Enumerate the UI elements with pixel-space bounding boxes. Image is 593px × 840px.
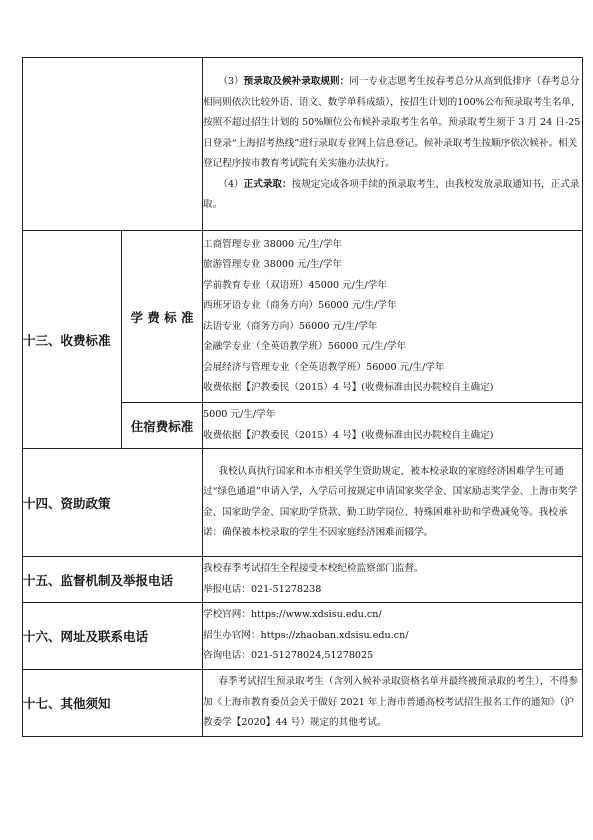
tuition-label: 学 费 标 准 <box>122 231 203 403</box>
dorm-fee-amount: 5000 元/生/学年 <box>203 409 276 420</box>
admission-rules-content <box>203 58 583 231</box>
aid-policy-label: 十四、资助政策 <box>23 449 203 557</box>
dorm-fee-content <box>203 403 583 449</box>
dorm-fee-basis: 收费依据【沪教委民（2015）4 号】(收费标准由民办院校自主确定) <box>203 429 494 441</box>
admission-info-table <box>22 57 583 737</box>
tuition-item: 工商管理专业 38000 元/生/学年 <box>203 238 343 250</box>
supervision-content <box>203 557 583 603</box>
other-notes-row <box>23 670 583 737</box>
other-notes-text: 春季考试招生预录取考生（含列入候补录取资格名单并最终被预录取的考生），不得参加《上海市教育委员会关于做好 2021 年上海市普通高校考试招生报名工作的通知》（沪教委学【2020】44 号）规定的其他考试。 <box>203 676 579 729</box>
aid-policy-content <box>203 449 583 557</box>
report-phone: 举报电话：021-51278238 <box>203 583 322 595</box>
tuition-item: 学前教育专业（双语班）45000 元/生/学年 <box>203 279 387 291</box>
admission-rules-row <box>23 58 583 231</box>
tuition-row <box>23 231 583 403</box>
dorm-fee-label: 住宿费标准 <box>122 403 203 449</box>
other-notes-label: 十七、其他须知 <box>23 670 203 737</box>
pre-admission-rule-paragraph <box>203 72 582 175</box>
rule-4-heading: 正式录取： <box>243 178 292 190</box>
tuition-content <box>203 231 583 403</box>
consult-phone: 咨询电话：021-51278024,51278025 <box>203 650 374 662</box>
rule-3-number: （3） <box>218 76 244 88</box>
tuition-item: 法语专业（商务方向）56000 元/生/学年 <box>203 320 378 332</box>
contact-content <box>203 603 583 670</box>
other-notes-content <box>203 670 583 737</box>
fees-section-label: 十三、收费标准 <box>23 231 122 449</box>
aid-policy-row <box>23 449 583 557</box>
tuition-item: 旅游管理专业 38000 元/生/学年 <box>203 259 343 270</box>
formal-admission-paragraph <box>203 175 582 216</box>
supervision-label: 十五、监督机制及举报电话 <box>23 557 203 603</box>
tuition-item: 会展经济与管理专业（全英语教学班）56000 元/生/学年 <box>203 361 445 373</box>
rule-4-text: 按规定完成各项手续的预录取考生，由我校发放录取通知书，正式录取。 <box>203 178 580 211</box>
supervision-row <box>23 557 583 603</box>
tuition-basis: 收费依据【沪教委民（2015）4 号】(收费标准由民办院校自主确定) <box>203 382 494 393</box>
tuition-item: 西班牙语专业（商务方向）56000 元/生/学年 <box>203 300 397 311</box>
admissions-website-link[interactable]: 招生办官网：https://zhaoban.xdsisu.edu.cn/ <box>203 629 409 641</box>
rule-4-number: （4） <box>218 178 244 190</box>
tuition-item: 金融学专业（全英语教学班）56000 元/生/学年 <box>203 341 407 352</box>
supervision-statement: 我校春季考试招生全程接受本校纪检监察部门监督。 <box>203 563 424 574</box>
rule-3-text: 同一专业志愿考生按春考总分从高到低排序（春考总分相同则依次比较外语、语文、数学单科成绩），按招生计划的100%公布预录取考生名单，按照不超过招生计划的 50%顺位公布候补录取考生名单。预录取考生须于 3 月 24 日-25 日登录“上海招考热线”进行录取专业网上信息登记。候补录取考生按顺序依次候补。相关登记程序按市教育考试院有关实施办法执行。 <box>203 76 581 170</box>
rule-3-heading: 预录取及候补录取规则： <box>243 76 350 88</box>
school-website-link[interactable]: 学校官网：https://www.xdsisu.edu.cn/ <box>203 609 382 621</box>
contact-label: 十六、网址及联系电话 <box>23 603 203 670</box>
aid-policy-text: 我校认真执行国家和本市相关学生资助规定，被本校录取的家庭经济困难学生可通过“绿色通道”申请入学，入学后可按规定申请国家奖学金、国家励志奖学金、上海市奖学金、国家助学金、国家助学贷款、勤工助学岗位、特殊困难补助和学费减免等。我校承诺：确保被本校录取的学生不因家庭经济困难而辍学。 <box>203 465 578 538</box>
contact-row <box>23 603 583 670</box>
admission-rules-label-cell <box>23 58 203 231</box>
